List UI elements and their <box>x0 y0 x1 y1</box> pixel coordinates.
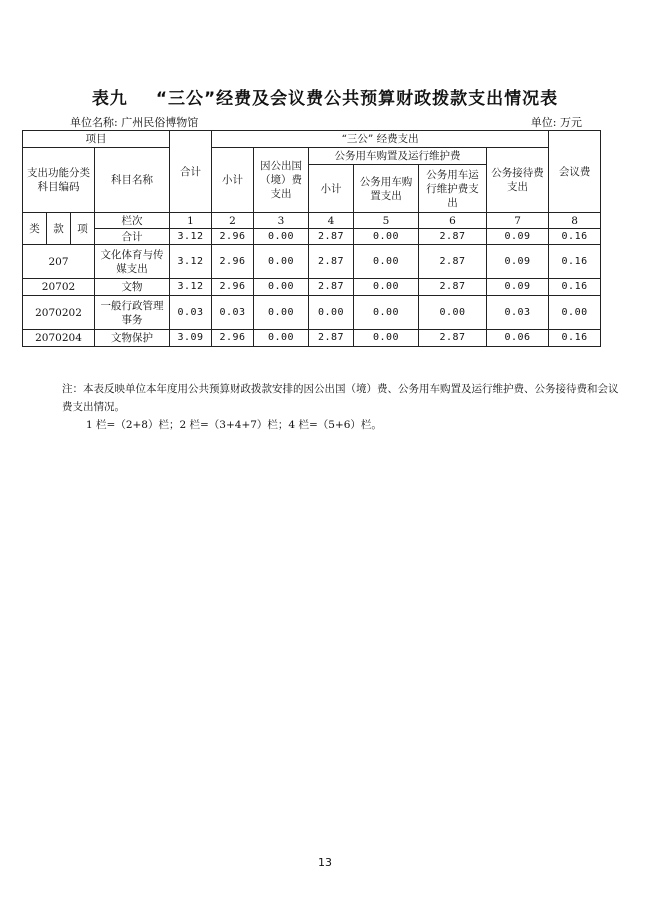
header-total: 合计 <box>170 131 212 213</box>
cell-value: 0.00 <box>309 296 354 330</box>
func-code: 207 <box>23 245 95 279</box>
header-subject-name: 科目名称 <box>95 148 170 213</box>
cell-value: 0.16 <box>549 245 601 279</box>
func-code: 2070202 <box>23 296 95 330</box>
header-kuan: 款 <box>47 213 71 245</box>
cell-value: 2.96 <box>212 279 254 296</box>
header-row-2 <box>23 148 601 165</box>
cell-value: 0.03 <box>170 296 212 330</box>
cell-value: 2.96 <box>212 229 254 245</box>
cell-value: 0.00 <box>254 279 309 296</box>
col-num: 6 <box>419 213 487 229</box>
note-line-1: 注：本表反映单位本年度用公共预算财政拨款安排的因公出国（境）费、公务用车购置及运行维护费、公务接待费和会议费支出情况。 <box>62 383 619 413</box>
table-row <box>23 330 601 347</box>
col-num: 4 <box>309 213 354 229</box>
header-sangong: “三公” 经费支出 <box>212 131 549 148</box>
header-vehicle-maintain: 公务用车运行维护费支出 <box>419 165 487 213</box>
column-index-label: 栏次 <box>95 213 170 229</box>
cell-value: 0.09 <box>487 229 549 245</box>
cell-value: 0.16 <box>549 279 601 296</box>
cell-value: 2.87 <box>419 245 487 279</box>
cell-value: 3.12 <box>170 279 212 296</box>
cell-value: 2.87 <box>419 330 487 347</box>
cell-value: 0.00 <box>354 296 419 330</box>
column-index-row <box>23 213 601 229</box>
cell-value: 0.03 <box>487 296 549 330</box>
table-row <box>23 296 601 330</box>
cell-value: 0.00 <box>354 245 419 279</box>
table-row <box>23 245 601 279</box>
subject-name: 文化体育与传媒支出 <box>95 245 170 279</box>
note-line-2: 1 栏=（2+8）栏；2 栏=（3+4+7）栏；4 栏=（5+6）栏。 <box>86 419 382 431</box>
func-code: 2070204 <box>23 330 95 347</box>
col-num: 3 <box>254 213 309 229</box>
cell-value: 2.87 <box>419 279 487 296</box>
cell-value: 2.87 <box>419 229 487 245</box>
cell-value: 2.87 <box>309 279 354 296</box>
cell-value: 0.09 <box>487 279 549 296</box>
cell-value: 0.00 <box>254 229 309 245</box>
header-subtotal: 小计 <box>212 148 254 213</box>
cell-value: 2.87 <box>309 245 354 279</box>
col-num: 2 <box>212 213 254 229</box>
unit-name: 单位名称: 广州民俗博物馆 <box>70 116 199 129</box>
cell-value: 2.87 <box>309 330 354 347</box>
func-code: 20702 <box>23 279 95 296</box>
cell-value: 0.00 <box>354 229 419 245</box>
header-vehicle-purchase: 公务用车购置支出 <box>354 165 419 213</box>
header-lei: 类 <box>23 213 47 245</box>
page-number: 13 <box>318 856 332 869</box>
cell-value: 0.09 <box>487 245 549 279</box>
header-vehicle-subtotal: 小计 <box>309 165 354 213</box>
header-xiang: 项 <box>71 213 95 245</box>
header-vehicle: 公务用车购置及运行维护费 <box>309 148 487 165</box>
cell-value: 2.87 <box>309 229 354 245</box>
cell-value: 3.12 <box>170 229 212 245</box>
subject-name: 文物保护 <box>95 330 170 347</box>
cell-value: 0.16 <box>549 330 601 347</box>
col-num: 1 <box>170 213 212 229</box>
cell-value: 3.09 <box>170 330 212 347</box>
subject-name: 一般行政管理事务 <box>95 296 170 330</box>
header-meeting: 会议费 <box>549 131 601 213</box>
cell-value: 0.00 <box>549 296 601 330</box>
cell-value: 0.16 <box>549 229 601 245</box>
cell-value: 0.03 <box>212 296 254 330</box>
cell-value: 2.96 <box>212 330 254 347</box>
cell-value: 0.06 <box>487 330 549 347</box>
col-num: 7 <box>487 213 549 229</box>
cell-value: 0.00 <box>254 296 309 330</box>
cell-value: 0.00 <box>354 279 419 296</box>
header-func-code: 支出功能分类科目编码 <box>23 148 95 213</box>
money-unit: 单位: 万元 <box>530 116 582 129</box>
cell-value: 3.12 <box>170 245 212 279</box>
col-num: 8 <box>549 213 601 229</box>
cell-value: 0.00 <box>254 245 309 279</box>
col-num: 5 <box>354 213 419 229</box>
table-row <box>23 279 601 296</box>
expenditure-table <box>22 130 601 347</box>
table-note <box>62 380 622 434</box>
cell-value: 0.00 <box>254 330 309 347</box>
total-label: 合计 <box>95 229 170 245</box>
table-title: “三公”经费及会议费公共预算财政拨款支出情况表 <box>155 89 559 109</box>
header-item: 项目 <box>23 131 170 148</box>
header-row-1 <box>23 131 601 148</box>
cell-value: 2.96 <box>212 245 254 279</box>
header-abroad: 因公出国（境）费支出 <box>254 148 309 213</box>
page-title <box>0 84 650 109</box>
total-row <box>23 229 601 245</box>
table-number: 表九 <box>91 89 128 109</box>
header-reception: 公务接待费支出 <box>487 148 549 213</box>
cell-value: 0.00 <box>354 330 419 347</box>
subject-name: 文物 <box>95 279 170 296</box>
cell-value: 0.00 <box>419 296 487 330</box>
